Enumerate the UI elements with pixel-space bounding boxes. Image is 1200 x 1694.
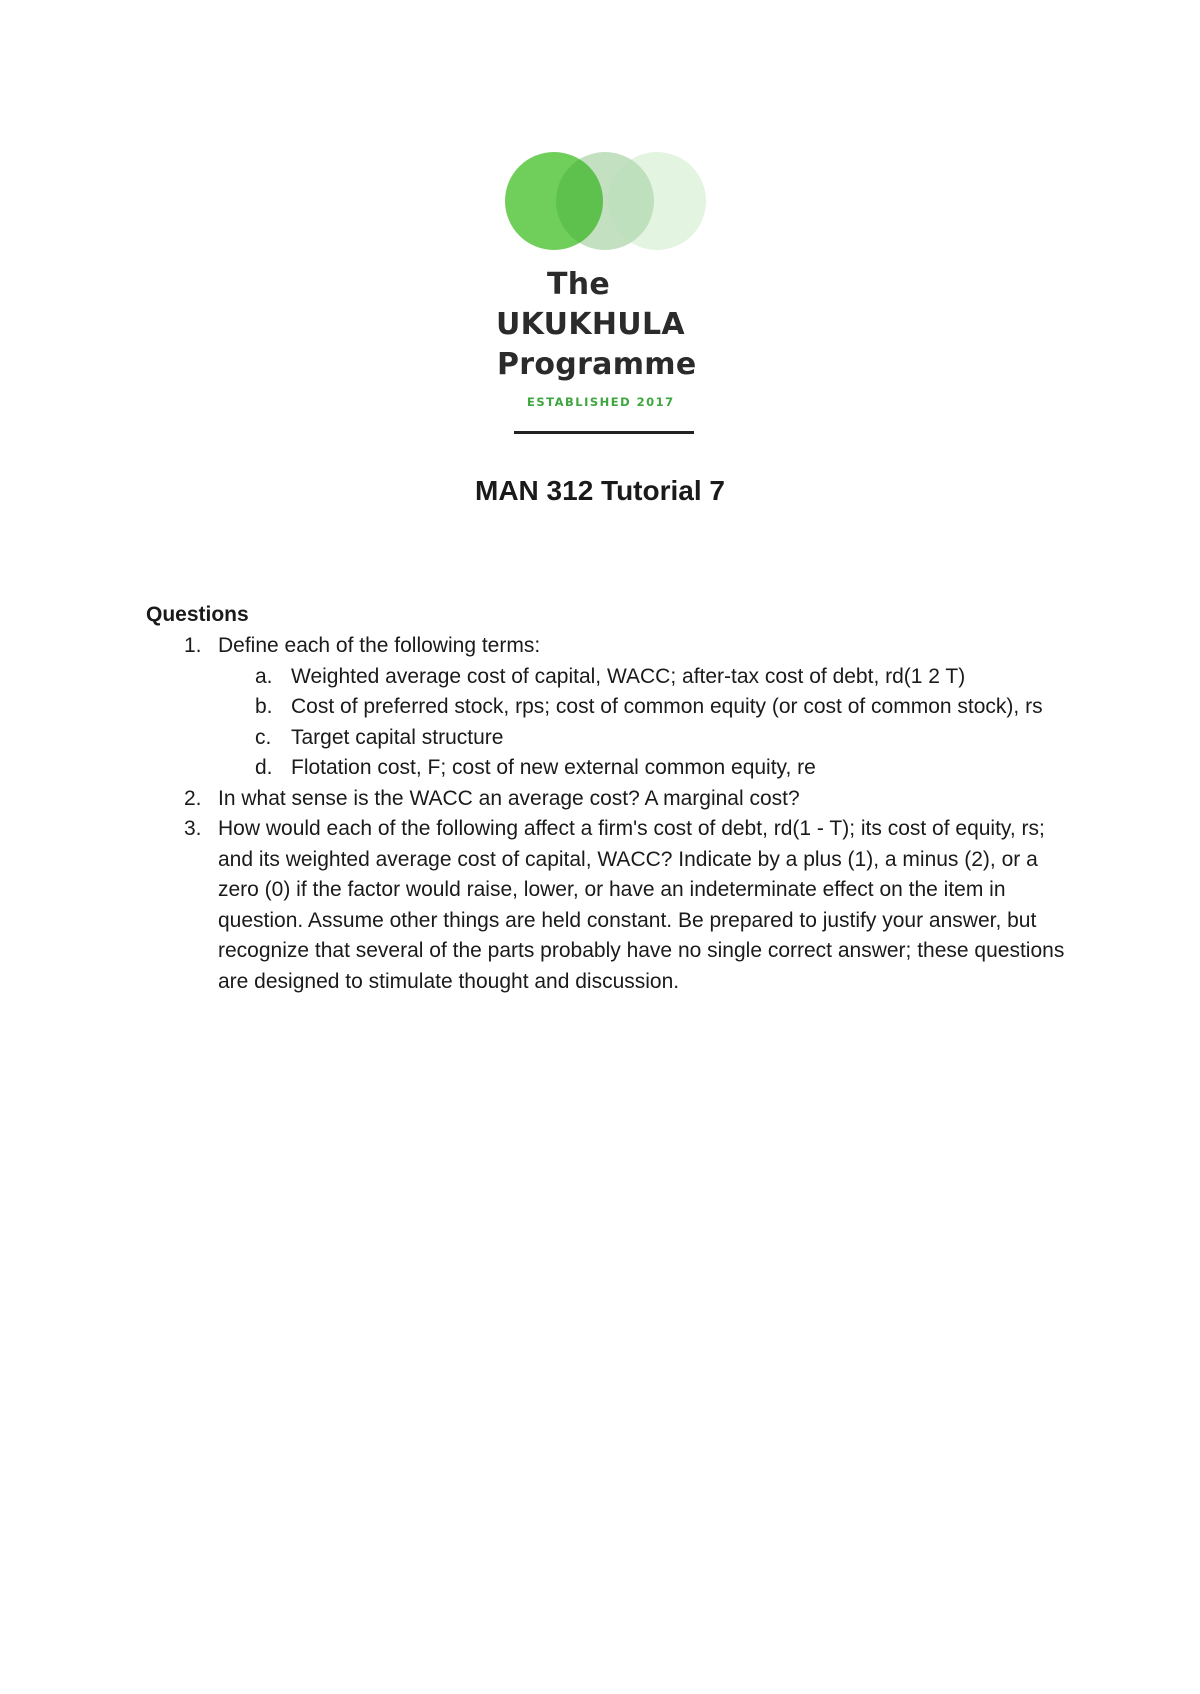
logo-underline	[514, 431, 694, 434]
sub-item-letter: d.	[255, 756, 273, 779]
question-number: 3.	[184, 817, 202, 840]
question-3	[146, 814, 1066, 997]
question-number: 1.	[184, 634, 202, 657]
logo-word-programme: Programme	[497, 347, 697, 382]
question-1	[146, 631, 1066, 784]
sub-item-d	[218, 753, 1066, 784]
logo-wordmark	[490, 265, 720, 409]
question-number: 2.	[184, 786, 202, 810]
sub-item-a	[218, 662, 1066, 693]
sub-item-text: Weighted average cost of capital, WACC; after-tax cost of debt, rd(1 2 T)	[291, 664, 966, 688]
logo-circles-graphic	[490, 140, 720, 260]
question-text: How would each of the following affect a firm's cost of debt, rd(1 - T); its cost of equity, rs; and its weighted average cost of capital, WACC? Indicate by a plus (1), a minus (2), or a zero (0) if the factor would raise, lower, or have an indeterminate effect on the item in question. Assume other things are held constant. Be prepared to justify your answer, but recognize that several of the parts probably have no single correct answer; these questions are designed to stimulate thought and discussion.	[218, 817, 1065, 993]
question-text: Define each of the following terms:	[218, 634, 541, 657]
document-title: MAN 312 Tutorial 7	[475, 475, 725, 506]
question-2	[146, 784, 1066, 815]
sub-item-letter: c.	[255, 725, 272, 749]
questions-heading: Questions	[146, 603, 249, 626]
question-text: In what sense is the WACC an average cost? A marginal cost?	[218, 786, 800, 810]
ukukhula-logo	[490, 140, 720, 440]
logo-word-the: The	[547, 267, 611, 302]
sub-item-text: Flotation cost, F; cost of new external common equity, re	[291, 756, 816, 779]
sub-item-text: Target capital structure	[291, 725, 504, 749]
sub-item-c	[218, 723, 1066, 754]
sub-item-letter: a.	[255, 664, 273, 688]
logo-established: ESTABLISHED 2017	[527, 395, 675, 409]
sub-item-text: Cost of preferred stock, rps; cost of common equity (or cost of common stock), rs	[291, 695, 1043, 718]
sub-item-letter: b.	[255, 695, 273, 718]
questions-list	[146, 631, 1066, 997]
sub-item-b	[218, 692, 1066, 723]
logo-word-ukukhula: UKUKHULA	[496, 307, 685, 342]
